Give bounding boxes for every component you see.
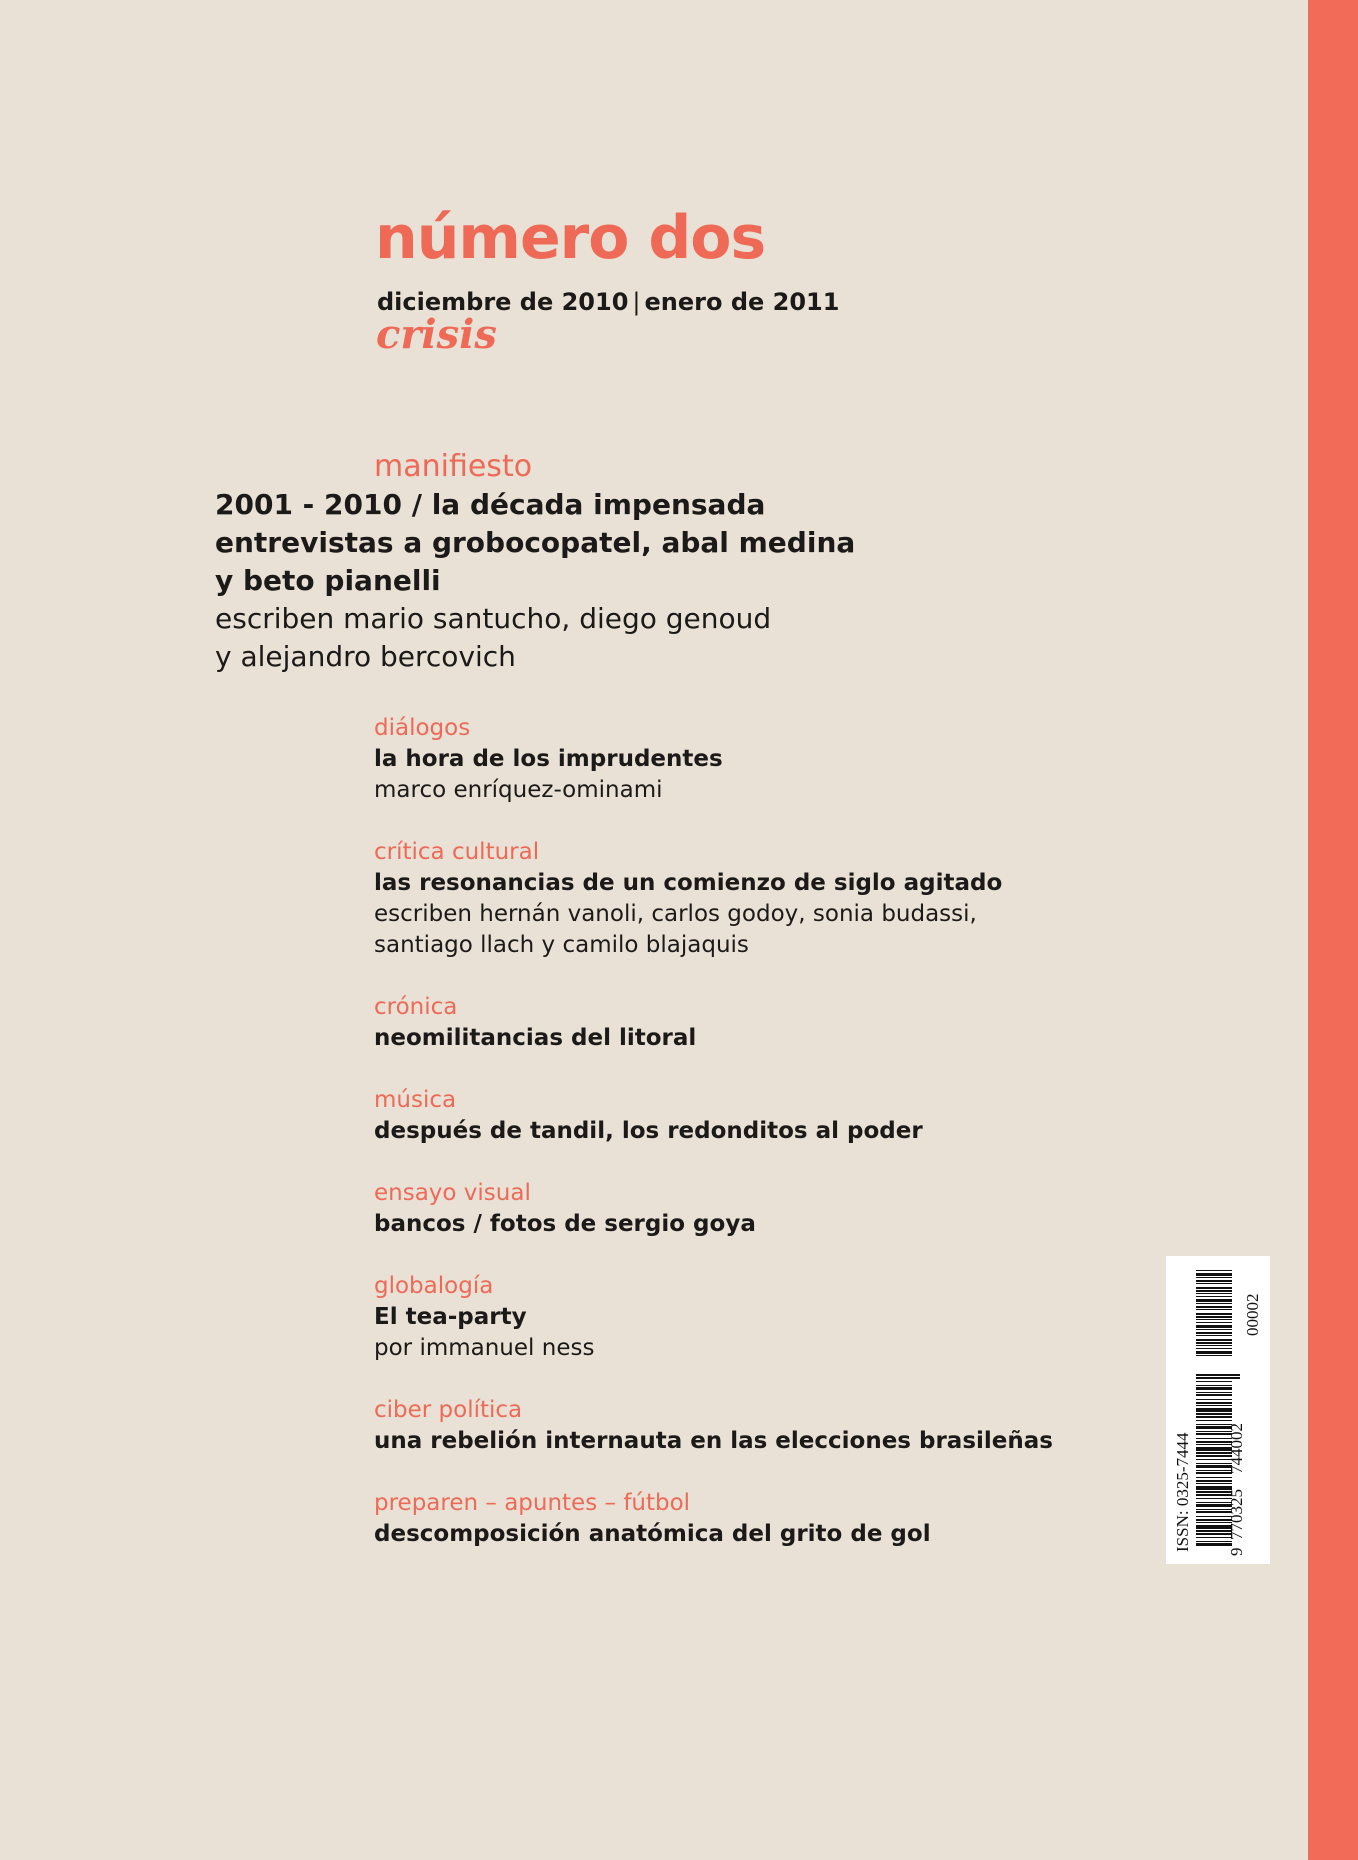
barcode <box>1166 1256 1270 1564</box>
manifiesto-title-line: 2001 - 2010 / la década impensada <box>215 488 766 521</box>
toc-article-title: la hora de los imprudentes <box>374 746 723 772</box>
barcode-bar <box>1196 1387 1232 1390</box>
toc-section-label: preparen – apuntes – fútbol <box>374 1490 691 1516</box>
toc-article-title: El tea-party <box>374 1304 527 1330</box>
manifiesto-title-line: entrevistas a grobocopatel, abal medina <box>215 526 856 559</box>
barcode-bar <box>1196 1316 1232 1318</box>
barcode-bar <box>1196 1319 1232 1320</box>
toc-entry-dialogos <box>374 713 1174 806</box>
toc-article-title: neomilitancias del litoral <box>374 1025 697 1051</box>
barcode-bar <box>1196 1420 1232 1421</box>
toc-entry-preparen <box>374 1488 1174 1550</box>
barcode-bar <box>1196 1392 1232 1393</box>
barcode-bar <box>1196 1309 1232 1310</box>
barcode-bar <box>1196 1385 1232 1386</box>
barcode-bar <box>1196 1322 1232 1323</box>
barcode-bar <box>1196 1543 1232 1546</box>
toc-entry-globalogia <box>374 1271 1174 1364</box>
barcode-bar <box>1196 1348 1232 1349</box>
toc-entry-cronica <box>374 992 1174 1054</box>
barcode-bar <box>1196 1342 1232 1344</box>
toc-authors: santiago llach y camilo blajaquis <box>374 932 749 958</box>
barcode-bar <box>1196 1270 1232 1271</box>
toc-entry-musica <box>374 1085 1174 1147</box>
barcode-bar <box>1196 1299 1232 1302</box>
toc-authors: por immanuel ness <box>374 1335 595 1361</box>
barcode-bar <box>1196 1402 1232 1404</box>
barcode-graphic <box>1166 1256 1270 1564</box>
issue-date-end: enero de 2011 <box>644 288 840 316</box>
toc-article-title: una rebelión internauta en las elecciones brasileñas <box>374 1428 1053 1454</box>
toc-section-label: diálogos <box>374 715 471 741</box>
toc-section-label: crítica cultural <box>374 839 540 865</box>
issue-title: número dos <box>375 203 766 273</box>
barcode-bar <box>1196 1355 1232 1356</box>
barcode-bar <box>1196 1416 1232 1418</box>
barcode-bar <box>1196 1332 1232 1334</box>
barcode-bar <box>1196 1329 1232 1330</box>
barcode-addon-bars <box>1196 1270 1232 1356</box>
toc-article-title: después de tandil, los redonditos al poder <box>374 1118 923 1144</box>
barcode-lead-digit: 9 <box>1227 1547 1246 1556</box>
issn-text: ISSN: 0325-7444 <box>1173 1432 1192 1552</box>
manifiesto-authors-line: y alejandro bercovich <box>215 640 516 673</box>
manifiesto-block <box>215 448 1075 676</box>
barcode-right-digits: 744002 <box>1227 1423 1246 1474</box>
barcode-bar <box>1196 1399 1232 1400</box>
barcode-bar <box>1196 1325 1232 1328</box>
barcode-bar <box>1196 1351 1232 1354</box>
toc-entry-critica-cultural <box>374 837 1174 961</box>
toc-article-title: las resonancias de un comienzo de siglo agitado <box>374 870 1003 896</box>
barcode-bar <box>1196 1290 1232 1292</box>
barcode-bar <box>1196 1377 1240 1379</box>
barcode-bar <box>1196 1283 1232 1284</box>
manifiesto-section-label: manifiesto <box>374 449 533 484</box>
barcode-bar <box>1196 1381 1232 1382</box>
barcode-bar <box>1196 1306 1232 1308</box>
barcode-bar <box>1196 1293 1232 1294</box>
manifiesto-title-line: y beto pianelli <box>215 564 441 597</box>
toc-authors: marco enríquez-ominami <box>374 777 663 803</box>
barcode-bar <box>1196 1477 1232 1478</box>
barcode-bar <box>1196 1313 1232 1315</box>
barcode-bar <box>1196 1303 1232 1304</box>
barcode-bar <box>1196 1339 1232 1341</box>
barcode-bar <box>1196 1541 1232 1542</box>
barcode-bar <box>1196 1483 1232 1484</box>
barcode-left-digits: 770325 <box>1227 1489 1246 1540</box>
toc-section-label: ensayo visual <box>374 1180 531 1206</box>
manifiesto-authors-line: escriben mario santucho, diego genoud <box>215 602 772 635</box>
toc-section-label: globalogía <box>374 1273 494 1299</box>
barcode-bar <box>1196 1345 1232 1346</box>
barcode-bar <box>1196 1405 1232 1406</box>
toc-article-title: bancos / fotos de sergio goya <box>374 1211 756 1237</box>
barcode-bar <box>1196 1296 1232 1297</box>
toc-article-title: descomposición anatómica del grito de gol <box>374 1521 931 1547</box>
toc-entry-ciber-politica <box>374 1395 1174 1457</box>
barcode-bar <box>1196 1277 1232 1278</box>
barcode-bar <box>1196 1335 1232 1336</box>
magazine-logo: crisis <box>376 311 497 358</box>
barcode-bar <box>1196 1280 1232 1282</box>
barcode-bar <box>1196 1273 1232 1276</box>
barcode-addon-digits: 00002 <box>1243 1293 1262 1336</box>
barcode-bar <box>1196 1408 1232 1412</box>
issue-date-start: diciembre de 2010 <box>377 288 629 316</box>
barcode-bar <box>1196 1413 1232 1415</box>
toc-authors: escriben hernán vanoli, carlos godoy, sonia budassi, <box>374 901 977 927</box>
issue-date-separator: | <box>632 288 641 316</box>
table-of-contents <box>374 713 1174 1581</box>
toc-entry-ensayo-visual <box>374 1178 1174 1240</box>
barcode-bar <box>1196 1394 1232 1396</box>
barcode-bar <box>1196 1480 1232 1482</box>
barcode-bar <box>1196 1287 1232 1289</box>
toc-section-label: música <box>374 1087 457 1113</box>
side-color-stripe <box>1308 0 1358 1860</box>
barcode-bar <box>1196 1374 1240 1376</box>
toc-section-label: crónica <box>374 994 458 1020</box>
toc-section-label: ciber política <box>374 1397 523 1423</box>
